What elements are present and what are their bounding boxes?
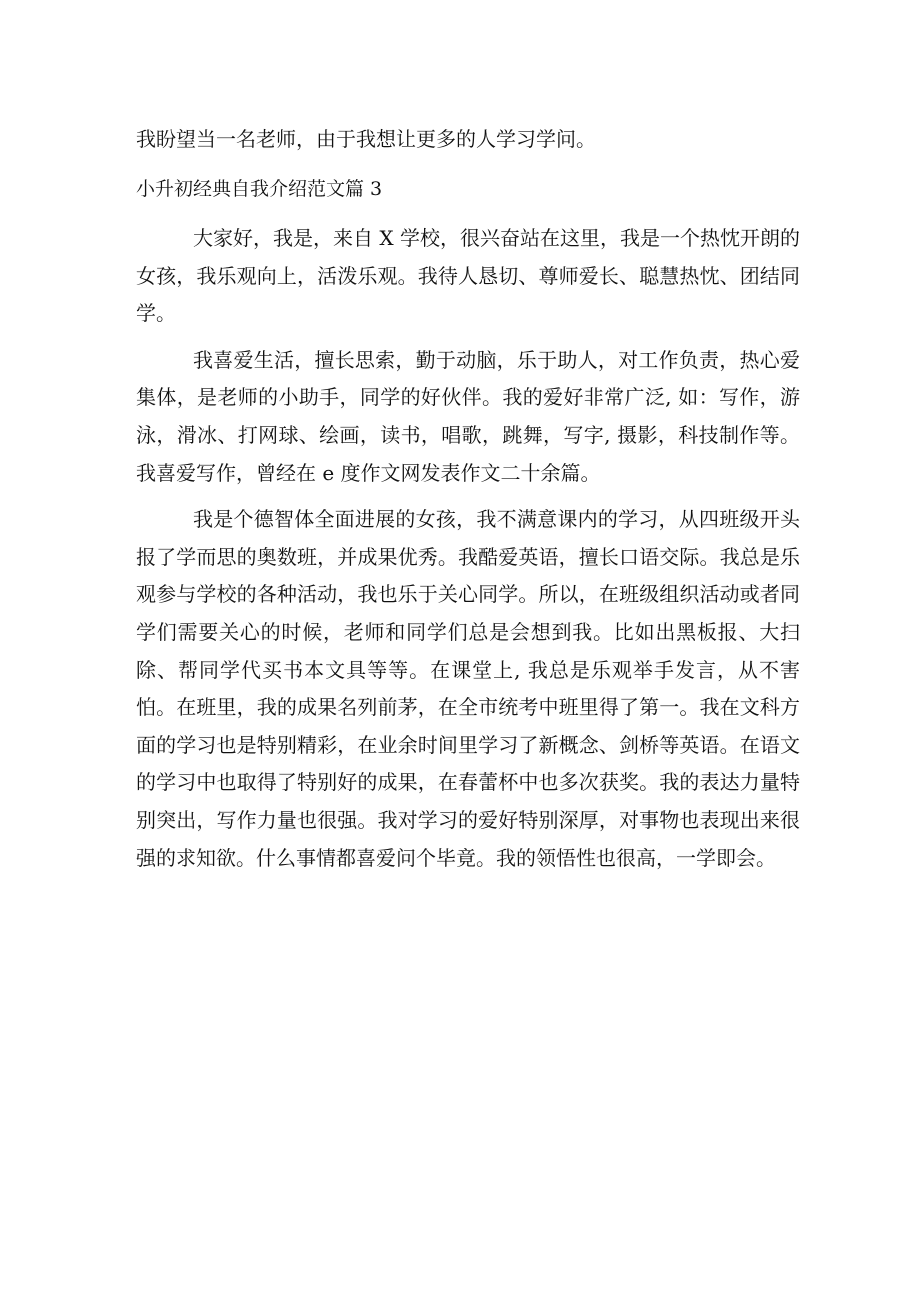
paragraph-achievements: 我是个德智体全面进展的女孩，我不满意课内的学习，从四班级开头报了学而思的奥数班，并成果优秀。我酷爱英语，擅长口语交际。我总是乐观参与学校的各种活动，我也乐于关心同学。所以，在班级组织活动或者同学们需要关心的时候，老师和同学们总是会想到我。比如出黑板报、大扫除、帮同学代买书本文具等等。在课堂上, 我总是乐观举手发言，从不害怕。在班里，我的成果名列前茅，在全市统考中班里得了第一。我在文科方面的学习也是特别精彩，在业余时间里学习了新概念、剑桥等英语。在语文的学习中也取得了特别好的成果，在春蕾杯中也多次获奖。我的表达力量特别突出，写作力量也很强。我对学习的爱好特别深厚，对事物也表现出来很强的求知欲。什么事情都喜爱问个毕竟。我的领悟性也很高，一学即会。 <box>136 507 800 870</box>
document-body <box>136 220 800 886</box>
closing-line: 我盼望当一名老师，由于我想让更多的人学习学问。 <box>136 127 596 151</box>
paragraph-intro: 大家好，我是，来自 X 学校，很兴奋站在这里，我是一个热忱开朗的女孩，我乐观向上，活泼乐观。我待人恳切、尊师爱长、聪慧热忱、团结同学。 <box>136 226 800 326</box>
section-title: 小升初经典自我介绍范文篇 3 <box>136 178 383 200</box>
paragraph-hobbies: 我喜爱生活，擅长思索，勤于动脑，乐于助人，对工作负责，热心爱集体，是老师的小助手，同学的好伙伴。我的爱好非常广泛, 如：写作，游泳，滑冰、打网球、绘画，读书，唱歌，跳舞，写字, 摄影，科技制作等。我喜爱写作，曾经在 e 度作文网发表作文二十余篇。 <box>136 347 800 485</box>
